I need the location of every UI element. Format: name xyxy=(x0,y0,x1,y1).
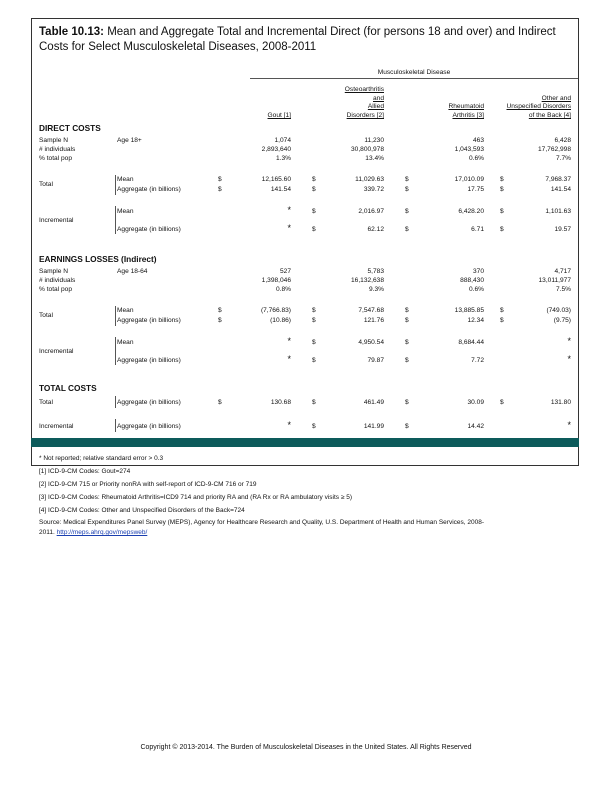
aggregate-label: Aggregate (in billions) xyxy=(117,317,181,324)
age-range-label: Age 18+ xyxy=(117,137,142,144)
incremental-aggregate-value: 141.99 xyxy=(363,423,384,430)
column-header-line: Arthritis [3] xyxy=(452,112,484,119)
row-group-bracket xyxy=(115,396,116,408)
column-header-line: Osteoarthritis xyxy=(344,86,384,94)
dollar-sign: $ xyxy=(405,339,409,346)
dollar-sign: $ xyxy=(312,186,316,193)
total-aggregate-value: 131.80 xyxy=(550,399,571,406)
total-mean-value: (749.03) xyxy=(546,307,571,314)
dollar-sign: $ xyxy=(312,226,316,233)
incremental-aggregate-value: 6.71 xyxy=(471,226,484,233)
total-mean-value: 7,547.68 xyxy=(358,307,384,314)
incremental-mean-value: 8,684.44 xyxy=(458,339,484,346)
dollar-sign: $ xyxy=(405,307,409,314)
teal-divider xyxy=(31,438,579,447)
total-aggregate-value: (9.75) xyxy=(553,317,571,324)
dollar-sign: $ xyxy=(500,307,504,314)
footnote: [3] ICD-9-CM Codes: Rheumatoid Arthritis=ICD9 714 and priority RA and (RA Rx or RA ambulatory visits ≥ 5) xyxy=(39,494,352,501)
incremental-mean-value: 6,428.20 xyxy=(458,208,484,215)
dollar-sign: $ xyxy=(405,186,409,193)
sample-n-value: 11,230 xyxy=(364,137,384,144)
column-header-line: of the Back [4] xyxy=(528,112,571,119)
dollar-sign: $ xyxy=(405,317,409,324)
source-link[interactable]: http://meps.ahrq.gov/mepsweb/ xyxy=(56,529,148,536)
aggregate-label: Aggregate (in billions) xyxy=(117,186,181,193)
row-group-bracket xyxy=(115,175,116,195)
row-group-bracket xyxy=(115,337,116,365)
dollar-sign: $ xyxy=(218,317,222,324)
sample-n-value: 4,717 xyxy=(554,268,571,275)
incremental-aggregate-value: * xyxy=(287,420,291,430)
aggregate-label: Aggregate (in billions) xyxy=(117,226,181,233)
dollar-sign: $ xyxy=(312,176,316,183)
footnote: [4] ICD-9-CM Codes: Other and Unspecified Disorders of the Back=724 xyxy=(39,507,245,514)
dollar-sign: $ xyxy=(500,208,504,215)
dollar-sign: $ xyxy=(405,399,409,406)
incremental-aggregate-value: * xyxy=(567,420,571,430)
table-title xyxy=(39,25,571,55)
age-range-label: Age 18-64 xyxy=(117,268,148,275)
dollar-sign: $ xyxy=(312,317,316,324)
incremental-label: Incremental xyxy=(39,348,74,355)
individuals-label: # individuals xyxy=(39,277,76,284)
pct-pop-value: 1.3% xyxy=(275,155,291,162)
pct-pop-label: % total pop xyxy=(39,286,72,293)
aggregate-label: Aggregate (in billions) xyxy=(117,357,181,364)
incremental-aggregate-value: 79.87 xyxy=(367,357,384,364)
sample-n-value: 6,428 xyxy=(554,137,571,144)
column-header-line: Allied xyxy=(367,103,384,111)
incremental-aggregate-value: 7.72 xyxy=(471,357,484,364)
mean-label: Mean xyxy=(117,339,134,346)
individuals-value: 1,398,046 xyxy=(261,277,291,284)
pct-pop-label: % total pop xyxy=(39,155,72,162)
dollar-sign: $ xyxy=(500,226,504,233)
incremental-mean-value: * xyxy=(287,336,291,346)
pct-pop-value: 0.8% xyxy=(275,286,291,293)
section-heading: TOTAL COSTS xyxy=(39,383,97,393)
dollar-sign: $ xyxy=(405,176,409,183)
incremental-aggregate-value: * xyxy=(287,354,291,364)
column-header-line: Rheumatoid xyxy=(448,103,484,111)
group-header-rule xyxy=(250,78,578,79)
table-title-text: Mean and Aggregate Total and Incremental Direct (for persons 18 and over) and Indirect Costs for Select Musculoskeletal Diseases, 2008-2011 xyxy=(39,26,556,53)
column-header-line: Other and xyxy=(541,94,571,102)
mean-label: Mean xyxy=(117,176,134,183)
total-label: Total xyxy=(39,399,53,406)
incremental-aggregate-value: 19.57 xyxy=(554,226,571,233)
source-line-1: Source: Medical Expenditures Panel Survey (MEPS), Agency for Healthcare Research and Quality, U.S. Department of Health and Human Services, 2008- xyxy=(39,519,484,526)
individuals-value: 1,043,593 xyxy=(454,146,484,153)
total-label: Total xyxy=(39,312,53,319)
total-aggregate-value: (10.86) xyxy=(270,317,291,324)
sample-n-label: Sample N xyxy=(39,137,68,144)
total-label: Total xyxy=(39,181,53,188)
individuals-value: 888,430 xyxy=(460,277,484,284)
total-mean-value: 13,885.85 xyxy=(454,307,484,314)
total-aggregate-value: 339.72 xyxy=(363,186,384,193)
incremental-mean-value: * xyxy=(567,336,571,346)
dollar-sign: $ xyxy=(500,186,504,193)
table-number: Table 10.13: xyxy=(39,26,104,38)
dollar-sign: $ xyxy=(312,399,316,406)
sample-n-value: 527 xyxy=(279,268,291,275)
total-mean-value: 11,029.63 xyxy=(355,176,384,183)
dollar-sign: $ xyxy=(405,226,409,233)
dollar-sign: $ xyxy=(405,357,409,364)
dollar-sign: $ xyxy=(312,423,316,430)
individuals-value: 30,800,978 xyxy=(350,146,384,153)
aggregate-label: Aggregate (in billions) xyxy=(117,423,181,430)
individuals-label: # individuals xyxy=(39,146,76,153)
source-line-2 xyxy=(39,528,147,537)
footnote: [1] ICD-9-CM Codes: Gout=274 xyxy=(39,468,131,475)
total-aggregate-value: 17.75 xyxy=(467,186,484,193)
dollar-sign: $ xyxy=(312,208,316,215)
incremental-label: Incremental xyxy=(39,217,74,224)
aggregate-label: Aggregate (in billions) xyxy=(117,399,181,406)
dollar-sign: $ xyxy=(405,423,409,430)
total-aggregate-value: 12.34 xyxy=(467,317,484,324)
pct-pop-value: 0.6% xyxy=(468,286,484,293)
dollar-sign: $ xyxy=(500,317,504,324)
incremental-mean-value: * xyxy=(287,205,291,215)
pct-pop-value: 13.4% xyxy=(365,155,384,162)
sample-n-value: 5,783 xyxy=(367,268,384,275)
dollar-sign: $ xyxy=(500,399,504,406)
row-group-bracket xyxy=(115,306,116,326)
total-aggregate-value: 30.09 xyxy=(467,399,484,406)
total-aggregate-value: 461.49 xyxy=(363,399,384,406)
dollar-sign: $ xyxy=(218,399,222,406)
column-header-line: and xyxy=(372,94,384,102)
individuals-value: 16,132,638 xyxy=(350,277,384,284)
total-mean-value: 17,010.09 xyxy=(454,176,484,183)
sample-n-label: Sample N xyxy=(39,268,68,275)
incremental-mean-value: 1,101.63 xyxy=(545,208,571,215)
column-header-line: Gout [1] xyxy=(267,112,291,119)
dollar-sign: $ xyxy=(218,186,222,193)
total-aggregate-value: 121.76 xyxy=(363,317,384,324)
copyright-footer: Copyright © 2013-2014. The Burden of Musculoskeletal Diseases in the United States. All Rights Reserved xyxy=(140,744,472,751)
individuals-value: 17,762,998 xyxy=(537,146,571,153)
individuals-value: 13,011,977 xyxy=(538,277,571,284)
group-header: Musculoskeletal Disease xyxy=(377,69,451,76)
column-header-line: Disorders [2] xyxy=(346,112,384,119)
pct-pop-value: 0.6% xyxy=(468,155,484,162)
dollar-sign: $ xyxy=(312,307,316,314)
pct-pop-value: 9.3% xyxy=(368,286,384,293)
total-mean-value: 12,165.60 xyxy=(261,176,291,183)
incremental-mean-value: 2,016.97 xyxy=(358,208,384,215)
incremental-aggregate-value: 14.42 xyxy=(467,423,484,430)
incremental-aggregate-value: 62.12 xyxy=(367,226,384,233)
footnote: * Not reported; relative standard error > 0.3 xyxy=(39,455,164,462)
pct-pop-value: 7.7% xyxy=(555,155,571,162)
pct-pop-value: 7.5% xyxy=(555,286,571,293)
dollar-sign: $ xyxy=(312,357,316,364)
dollar-sign: $ xyxy=(218,307,222,314)
footnote: [2] ICD-9-CM 715 or Priority nonRA with self-report of ICD-9-CM 716 or 719 xyxy=(39,481,257,488)
sample-n-value: 370 xyxy=(472,268,484,275)
dollar-sign: $ xyxy=(500,176,504,183)
section-heading: EARNINGS LOSSES (Indirect) xyxy=(39,254,157,264)
sample-n-value: 1,074 xyxy=(274,137,291,144)
incremental-label: Incremental xyxy=(39,423,74,430)
sample-n-value: 463 xyxy=(472,137,484,144)
source-year: 2011. xyxy=(39,529,55,536)
row-group-bracket xyxy=(115,419,116,432)
total-aggregate-value: 130.68 xyxy=(270,399,291,406)
row-group-bracket xyxy=(115,206,116,234)
dollar-sign: $ xyxy=(405,208,409,215)
total-aggregate-value: 141.54 xyxy=(270,186,291,193)
incremental-aggregate-value: * xyxy=(287,223,291,233)
section-heading: DIRECT COSTS xyxy=(39,123,101,133)
mean-label: Mean xyxy=(117,208,134,215)
individuals-value: 2,893,640 xyxy=(261,146,291,153)
mean-label: Mean xyxy=(117,307,134,314)
incremental-mean-value: 4,950.54 xyxy=(358,339,384,346)
total-mean-value: 7,968.37 xyxy=(545,176,571,183)
total-aggregate-value: 141.54 xyxy=(550,186,571,193)
total-mean-value: (7,766.83) xyxy=(260,307,291,314)
dollar-sign: $ xyxy=(218,176,222,183)
incremental-aggregate-value: * xyxy=(567,354,571,364)
dollar-sign: $ xyxy=(312,339,316,346)
column-header-line: Unspecified Disorders xyxy=(506,103,571,111)
